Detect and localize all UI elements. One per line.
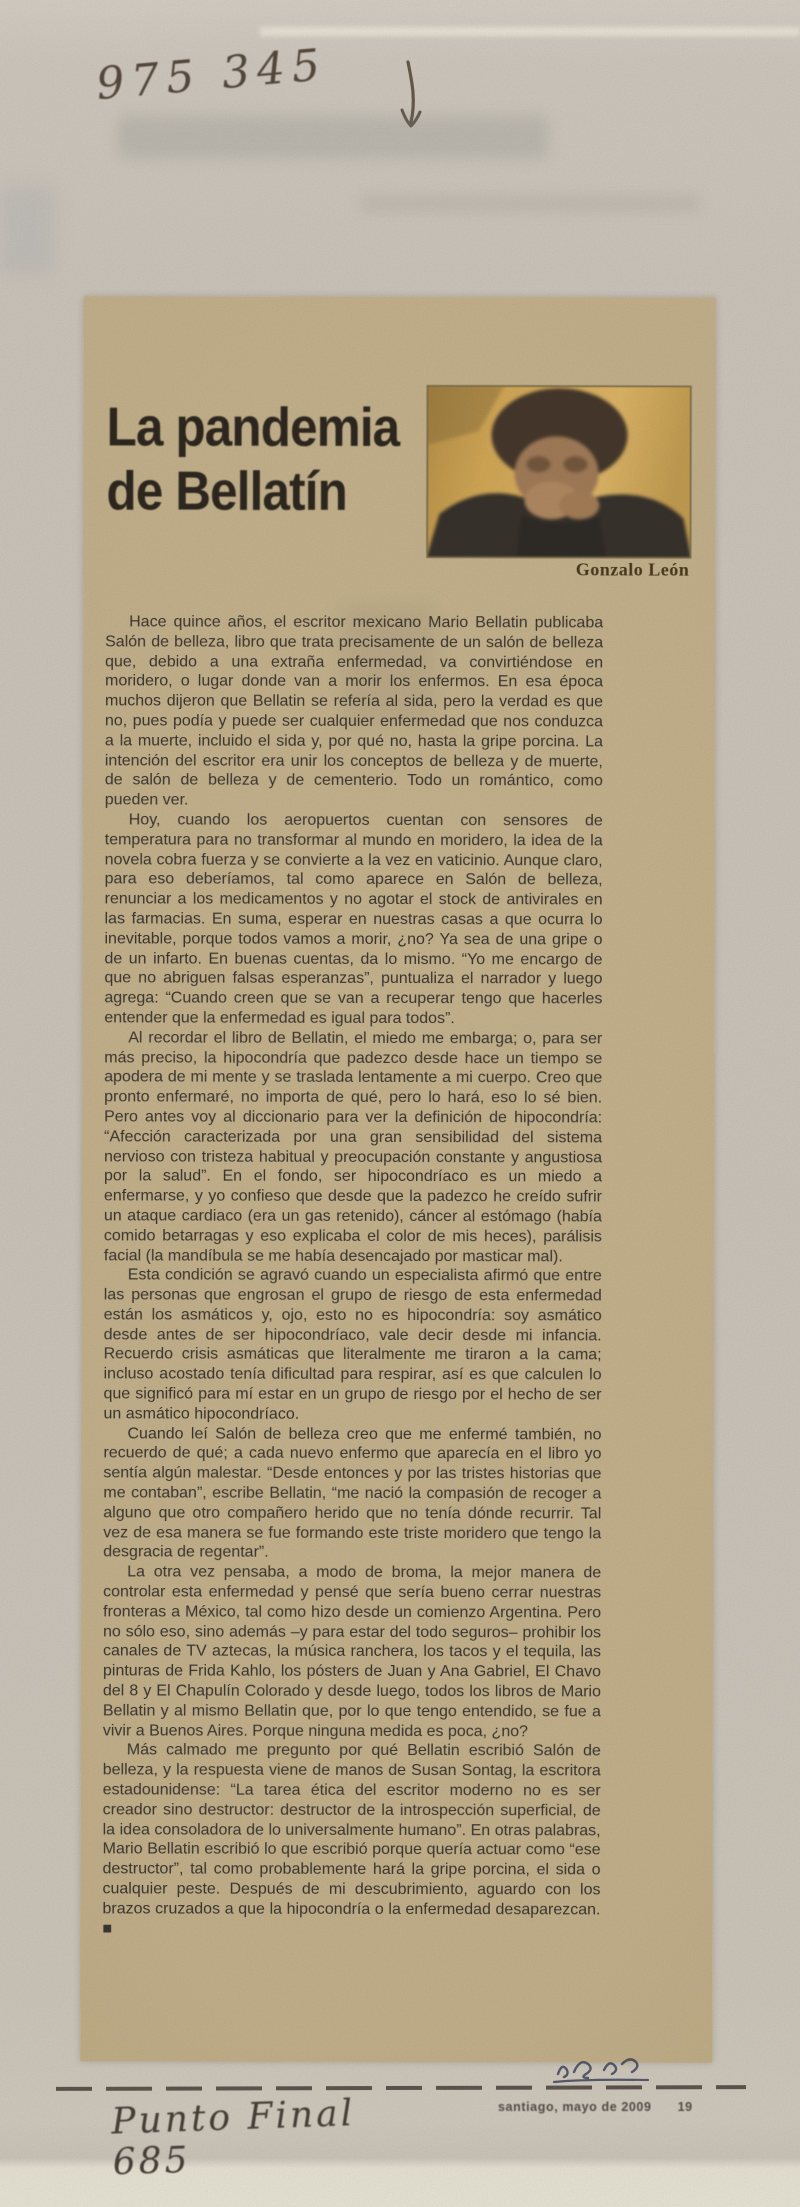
publication-date: santiago, mayo de 2009 — [498, 2100, 652, 2114]
article-paragraph: Más calmado me pregunto por qué Bellatin escribió Salón de belleza, y la respuesta viene de manos de Susan Sontag, la escritora estadounidense: “La tarea ética del escritor moderno no es ser creador sino destructor: destructor de la introspección superficial, de la idea consoladora de lo universalmente humano”. En otras palabras, Mario Bellatin escribió lo que escribió porque quería actuar como “ese destructor”, tal como probablemente hará la gripe porcina, el sida o cualquier peste. Después de mi descubrimiento, aguardo con los brazos cruzados a que la hipocondría o la enfermedad desaparezcan. ■ — [102, 1741, 601, 1937]
handwritten-source-note: Punto Final 685 — [110, 2093, 356, 2184]
newspaper-clipping — [80, 296, 716, 2062]
article-paragraph: Cuando leí Salón de belleza creo que me enfermé también, no recuerdo de qué; a cada nuevo enfermo que aparecía en el libro yo sentía algún malestar. “Desde entonces y por las tristes historias que me contaban”, escribe Bellatin, “me nació la compasión de recoger a alguno que otro compañero herido que no tenía dónde recurrir. Tal vez de esa manera se fue formando este triste moridero que tengo la desgracia de regentar”. — [103, 1425, 602, 1562]
folio-dashed-rule — [56, 2085, 746, 2090]
byline: Gonzalo León — [575, 559, 690, 580]
article-paragraph: Hoy, cuando los aeropuertos cuentan con sensores de temperatura para no transformar al mundo en moridero, la idea de la novela cobra fuerza y se convierte a la vez en vaticinio. Aunque claro, para eso deberíamos, tal como aparece en Salón de belleza, renunciar a los medicamentos y no agotar el stock de antivirales en las farmacias. En suma, esperar en nuestras casas a que ocurra lo inevitable, porque todos vamos a morir, ¿no? Ya sea de una gripe o de un infarto. En buenas cuentas, da lo mismo. “Yo me encargo de que no abriguen falsas esperanzas”, puntualiza el narrador y luego agrega: “Cuando creen que se van a recuperar tengo que hacerles entender que la enfermedad es igual para todos”. — [104, 811, 603, 1028]
page-number: 19 — [677, 2100, 693, 2114]
author-photo — [426, 385, 691, 559]
scan-light-streak — [260, 27, 800, 36]
article-paragraph: Al recordar el libro de Bellatin, el miedo me embarga; o, para ser más preciso, la hipocondría que padezco desde hace un tiempo se apodera de mi mente y se traslada lentamente a mi cuerpo. Creo que pronto enfermaré, no importa de qué, pero lo hará, eso lo sé bien. Pero antes voy al diccionario para ver la definición de hipocondría: “Afección caracterizada por una gran sensibilidad del sistema nervioso con tristeza habitual y preocupación constante y angustiosa por la salud”. En el fondo, ser hipocondríaco es un miedo a enfermarse, y yo confieso que desde que la padezco he creído sufrir un ataque cardiaco (era un gas retenido), cáncer al estómago (había comido betarragas y eso explicaba el color de mis heces), parálisis facial (la mandíbula se me había desencajado por masticar mal). — [103, 1029, 603, 1265]
article-title-line-1: La pandemia — [106, 395, 400, 459]
article-paragraph: La otra vez pensaba, a modo de broma, la mejor manera de controlar esta enfermedad y pensé que sería bueno cerrar nuestras fronteras a México, tal como hizo desde un comienzo Argentina. Pero no sólo eso, sino además –y para estar del todo seguros– prohibir los canales de TV aztecas, la música ranchera, los tacos y el tequila, las pinturas de Frida Kahlo, los pósters de Juan y Ana Gabriel, El Chavo del 8 y El Chapulín Colorado y desde luego, todos los libros de Mario Bellatin y al mismo Bellatin que, por lo que tengo entendido, se fue a vivir a Buenos Aires. Porque ninguna medida es poca, ¿no? — [102, 1563, 602, 1740]
bleedthrough-ghost — [0, 185, 55, 275]
folio-line — [498, 2100, 728, 2114]
handwritten-archive-code: 975 345 — [94, 39, 329, 111]
article-body — [102, 612, 603, 1939]
bleedthrough-ghost — [360, 196, 700, 211]
article-title — [106, 394, 399, 523]
ink-scribble-icon — [552, 2052, 652, 2088]
article-paragraph: Esta condición se agravó cuando un especialista afirmó que entre las personas que engrosan el grupo de riesgo de esta enfermedad están los asmáticos y, ojo, esto no es hipocondría: soy asmático desde antes de ser hipocondríaco, vale decir desde mi infancia. Recuerdo crisis asmáticas que literalmente me tiraron a la cama; incluso acostado tenía dificultad para respirar, así es que calculen lo que significó para mí estar en un grupo de riesgo por el hecho de ser un asmático hipocondríaco. — [103, 1266, 602, 1423]
article-paragraph: Hace quince años, el escritor mexicano Mario Bellatin publicaba Salón de belleza, libro que trata precisamente de un salón de belleza que, debido a una extraña enfermedad, va convirtiéndose en moridero, o lugar donde van a morir los enfermos. En esa época muchos dijeron que Bellatin se refería al sida, pero la verdad es que no, pues podía y puede ser cualquier enfermedad que nos conduzca a la muerte, incluido el sida y, por qué no, hasta la gripe porcina. La intención del escritor era unir los conceptos de belleza y de muerte, de salón de belleza y de cementerio. Todo un romántico, como pueden ver. — [104, 613, 604, 809]
article-title-line-2: de Bellatín — [106, 459, 347, 522]
bleedthrough-ghost — [118, 116, 548, 158]
